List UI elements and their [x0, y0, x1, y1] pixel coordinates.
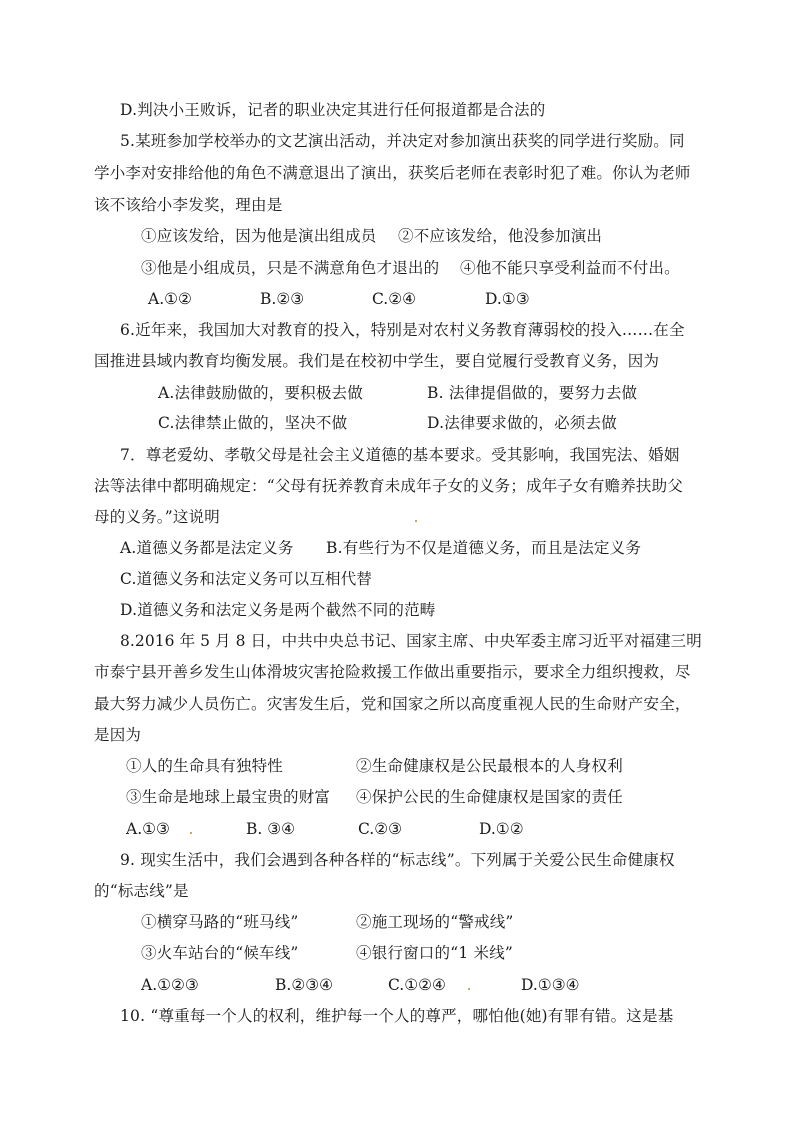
q7-option-c: C.道德义务和法定义务可以互相代替 [120, 570, 373, 588]
q8-item-3: ③生命是地球上最宝贵的财富 [126, 788, 331, 806]
q8-option-a: A.①③ [126, 820, 170, 838]
q9-stem-line2: 的“标志线”是 [94, 882, 189, 900]
q9-option-c: C.①②④ [388, 976, 446, 994]
q9-item-4: ④银行窗口的“1 米线” [356, 944, 514, 962]
q8-stem-line2: 市泰宁县开善乡发生山体滑坡灾害抢险救援工作做出重要指示，要求全力组织搜救，尽 [94, 663, 691, 681]
q7-option-a: A.道德义务都是法定义务 [120, 539, 294, 557]
q9-item-1: ①横穿马路的“班马线” [141, 913, 299, 931]
q7-stem-line3: 母的义务。”这说明 [94, 508, 220, 526]
q5-option-b: B.②③ [260, 290, 305, 308]
q5-item-4: ④他不能只享受利益而不付出。 [460, 259, 680, 277]
q5-item-1: ①应该发给，因为他是演出组成员 [141, 227, 377, 245]
q6-stem-line1: 6.近年来，我国加大对教育的投入，特别是对农村义务教育薄弱校的投入……在全 [120, 321, 685, 339]
q7-stem-line2: 法等法律中都明确规定：“父母有抚养教育未成年子女的义务；成年子女有赡养扶助父 [94, 477, 684, 495]
q9-option-b: B.②③④ [275, 976, 334, 994]
scan-speck [415, 520, 417, 522]
q8-stem-line3: 最大努力减少人员伤亡。灾害发生后，党和国家之所以高度重视人民的生命财产安全， [94, 695, 691, 713]
q7-option-b: B.有些行为不仅是道德义务，而且是法定义务 [326, 539, 642, 557]
q5-option-a: A.①② [148, 290, 192, 308]
q5-option-c: C.②④ [372, 290, 417, 308]
q6-option-b: B. 法律提倡做的，要努力去做 [427, 384, 638, 402]
q8-stem-line4: 是因为 [94, 726, 142, 744]
q6-option-d: D.法律要求做的，必须去做 [427, 414, 617, 432]
q7-option-d: D.道德义务和法定义务是两个截然不同的范畴 [120, 601, 436, 619]
q9-option-a: A.①②③ [141, 976, 199, 994]
q8-option-b: B. ③④ [246, 820, 296, 838]
q9-item-2: ②施工现场的“警戒线” [356, 913, 514, 931]
q8-stem-line1: 8.2016 年 5 月 8 日，中共中央总书记、国家主席、中央军委主席习近平对福建三明 [120, 632, 702, 650]
scan-speck [468, 988, 470, 990]
q9-stem-line1: 9. 现实生活中，我们会遇到各种各样的“标志线”。下列属于关爱公民生命健康权 [120, 851, 675, 869]
q6-option-a: A.法律鼓励做的，要积极去做 [158, 384, 363, 402]
q8-option-d: D.①② [479, 820, 524, 838]
q5-option-d: D.①③ [485, 290, 530, 308]
scan-speck [190, 832, 192, 834]
q8-item-2: ②生命健康权是公民最根本的人身权利 [356, 757, 623, 775]
q5-stem-line3: 该不该给小李发奖，理由是 [94, 196, 283, 214]
q8-item-1: ①人的生命具有独特性 [126, 757, 284, 775]
q9-item-3: ③火车站台的“候车线” [141, 944, 299, 962]
q6-stem-line2: 国推进县域内教育均衡发展。我们是在校初中学生，要自觉履行受教育义务，因为 [94, 352, 660, 370]
q5-stem-line1: 5.某班参加学校举办的文艺演出活动，并决定对参加演出获奖的同学进行奖励。同 [120, 132, 685, 150]
q4-option-d: D.判决小王败诉，记者的职业决定其进行任何报道都是合法的 [120, 101, 546, 119]
q8-option-c: C.②③ [358, 820, 403, 838]
q5-stem-line2: 学小李对安排给他的角色不满意退出了演出，获奖后老师在表彰时犯了难。你认为老师 [94, 164, 691, 182]
q10-stem-line1: 10. “尊重每一个人的权利，维护每一个人的尊严，哪怕他(她)有罪有错。这是基 [120, 1007, 674, 1025]
q5-item-2: ②不应该发给，他没参加演出 [398, 227, 603, 245]
q9-option-d: D.①③④ [521, 976, 580, 994]
q5-item-3: ③他是小组成员，只是不满意角色才退出的 [141, 259, 440, 277]
q7-stem-line1: 7．尊老爱幼、孝敬父母是社会主义道德的基本要求。受其影响，我国宪法、婚姻 [120, 446, 680, 464]
q6-option-c: C.法律禁止做的，坚决不做 [158, 414, 348, 432]
q8-item-4: ④保护公民的生命健康权是国家的责任 [356, 788, 623, 806]
